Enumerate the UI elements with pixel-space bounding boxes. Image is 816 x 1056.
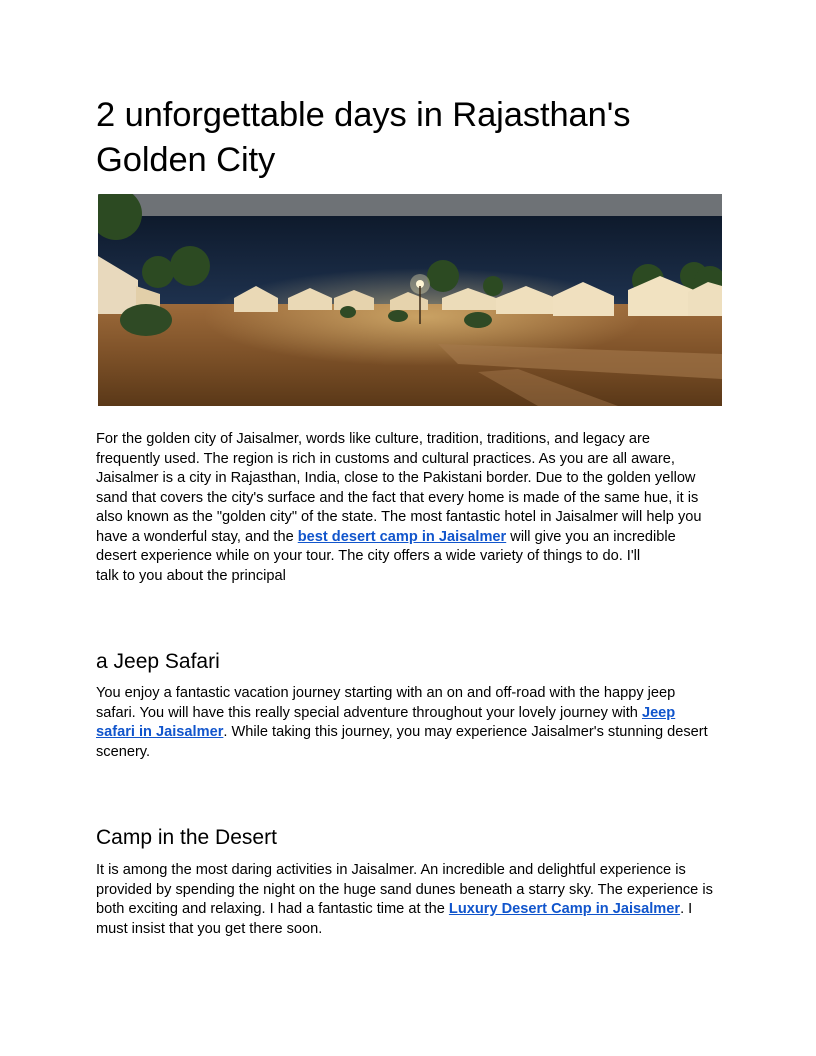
camp-line xyxy=(96,900,726,920)
luxury-desert-camp-link[interactable]: Luxury Desert Camp in Jaisalmer xyxy=(448,901,681,917)
intro-line: also known as the "golden city" of the state. The most fantastic hotel in Jaisalmer will help you xyxy=(96,509,702,525)
camp-text: . I xyxy=(680,901,693,917)
jeep-safari-link[interactable]: safari in Jaisalmer xyxy=(96,724,224,740)
intro-text: will give you an incredible xyxy=(506,528,676,545)
hero-image xyxy=(98,194,722,406)
best-desert-camp-link[interactable]: best desert camp in Jaisalmer xyxy=(297,528,507,545)
desert-camp-paragraph xyxy=(96,861,726,939)
jeep-text: . While taking this journey, you may experience Jaisalmer's stunning desert xyxy=(223,724,708,740)
jeep-text: safari. You will have this really special adventure throughout your lovely journey with xyxy=(96,704,642,721)
jeep-line xyxy=(96,704,726,724)
intro-line: sand that covers the city's surface and the fact that every home is made of the same hue, it is xyxy=(96,489,699,506)
intro-line: Jaisalmer is a city in Rajasthan, India, close to the Pakistani border. Due to the golden yellow xyxy=(96,470,696,486)
intro-text: have a wonderful stay, and the xyxy=(96,528,298,545)
camp-text: both exciting and relaxing. I had a fantastic time at the xyxy=(96,901,449,917)
jeep-safari-paragraph xyxy=(96,684,726,762)
desert-camp-heading: Camp in the Desert xyxy=(96,826,277,849)
camp-line: must insist that you get there soon. xyxy=(96,920,323,937)
jeep-safari-link[interactable]: Jeep xyxy=(641,704,676,721)
intro-line: talk to you about the principal xyxy=(96,567,286,584)
intro-paragraph xyxy=(96,430,726,586)
jeep-line: You enjoy a fantastic vacation journey starting with an on and off-road with the happy jeep xyxy=(96,685,676,701)
camp-line: provided by spending the night on the huge sand dunes beneath a starry sky. The experience is xyxy=(96,881,713,898)
intro-line: For the golden city of Jaisalmer, words like culture, tradition, traditions, and legacy are xyxy=(96,431,651,447)
desert-camp-photo-icon xyxy=(98,194,722,406)
jeep-line xyxy=(96,723,726,743)
page-title: 2 unforgettable days in Rajasthan's Golden City xyxy=(96,96,631,179)
intro-line: frequently used. The region is rich in customs and cultural practices. As you are all aware, xyxy=(96,450,675,467)
jeep-safari-heading: a Jeep Safari xyxy=(96,650,220,673)
intro-line xyxy=(96,528,726,548)
camp-line: It is among the most daring activities in Jaisalmer. An incredible and delightful experience is xyxy=(96,862,686,878)
intro-line: desert experience while on your tour. The city offers a wide variety of things to do. I'll xyxy=(96,548,641,564)
jeep-line: scenery. xyxy=(96,743,151,760)
